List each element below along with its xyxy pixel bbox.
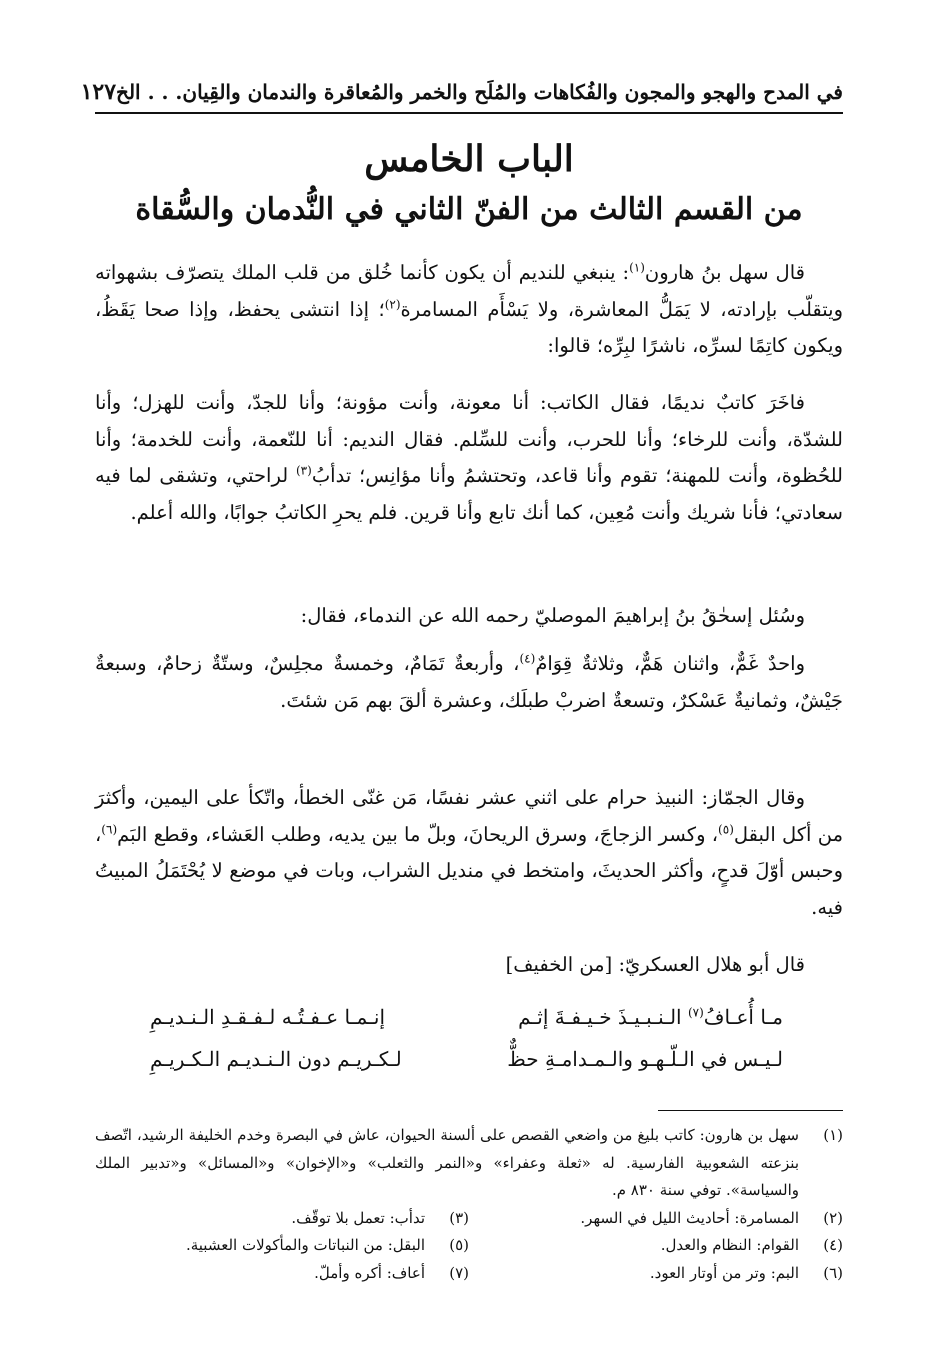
footnote-ref-5[interactable]: (٥)	[718, 822, 734, 836]
footnote-ref-4[interactable]: (٤)	[519, 651, 536, 666]
verse-1-first-hemistich: مـا أُعـافُ$^{(٧)}$ الـنـبـيـذَ خـيـفـةَ إثـم	[518, 1005, 783, 1029]
footnote-ref-1[interactable]: (١)	[629, 260, 645, 275]
footnote-6: (٦) البم: وتر من أوتار العود.	[649, 1263, 843, 1282]
poem-verse-2	[150, 1038, 783, 1080]
footnote-ref-3[interactable]: (٣)	[295, 463, 312, 478]
footnote-row	[95, 1232, 843, 1260]
poem-verse-1	[150, 996, 783, 1038]
footnote-ref-7[interactable]: (٧)	[687, 1005, 704, 1020]
verse-2-second-hemistich: لـكـريـم دون الـنـديـم الـكـريـمِ	[150, 1047, 402, 1071]
verse-2-first-hemistich: لـيـس في الـلّـهـو والـمـدامـةِ حظٌّ	[507, 1047, 783, 1071]
chapter-title: الباب الخامس	[364, 138, 574, 180]
paragraph-1: قال سهل بنُ هارون$^{(١)}$: ينبغي للنديم أن يكون كأنما خُلق من قلب الملك يتصرّف بشهواته ويتقلّب بإرادته، لا يَمَلُّ المعاشرة، ولا يَسْأَم المسامرة$^{(٢)}$؛ إذا انتشى يحفظ، وإذا صحا يَقَظُ، ويكون كاتِمًا لسرِّه، ناشرًا لبِرِّه؛ قالوا:	[95, 260, 844, 357]
footnote-rule	[658, 1110, 843, 1111]
paragraph-5: وقال الجمّاز: النبيذ حرام على اثني عشر نفسًا، مَن غنّى الخطأ، واتّكأ على اليمين، وأكثرَ من أكل البقل$^{(٥)}$، وكسر الزجاجَ، وسرق الريحانَ، وبلّ ما بين يديه، وطلب العَشاء، وقطع البَم$^{(٦)}$، وحبس أوّلَ قدحٍ، وأكثر الحديثَ، وامتخط في منديل الشراب، وبات في موضع لا يُحْتَمَلُ المبيتُ فيه.	[95, 786, 844, 919]
poem	[150, 996, 783, 1080]
paragraph-2: فاخَرَ كاتبٌ نديمًا، فقال الكاتب: أنا معونة، وأنت مؤونة؛ وأنا للجدّ، وأنت للهزل؛ وأنا للشدّة، وأنت للرخاء؛ وأنا للحرب، وأنت للسِّلم. فقال النديم: أنا للنّعمة، وأنت للخدمة؛ وأنا للحُظوة، وأنت للمهنة؛ تقوم وأنا قاعد، وتحتشمُ وأنا مؤانِس؛ تدأبُ$^{(٣)}$ لراحتي، وتشقى لما فيه سعادتي؛ فأنا شريك وأنت مُعِين، كما أنك تابع وأنا قرين. فلم يحرِ الكاتبُ جوابًا، والله أعلم.	[95, 391, 843, 524]
running-title: في المدح والهجو والمجون والفُكاهات والمُلَح والخمر والمُعاقرة والندمان والقِيان. . . الخ	[116, 80, 843, 104]
verse-1-second-hemistich: إنـمـا عـفـتُـه لـفـقـدِ الـنـديـمِ	[150, 1005, 385, 1029]
header-rule	[95, 112, 843, 114]
paragraph-4: واحدٌ غَمٌّ، واثنان هَمٌّ، وثلاثةٌ قِوَامٌ$^{(٤)}$، وأربعةٌ تَمَامٌ، وخمسةٌ مجلِسٌ، وستّةٌ زحامٌ، وسبعةٌ جَيْشٌ، وثمانيةٌ عَسْكرٌ، وتسعةٌ اضربْ طبلَك، وعشرة ألقَ بهم مَن شئتَ.	[95, 651, 843, 712]
footnote-ref-6[interactable]: (٦)	[101, 822, 118, 836]
footnote-2: (٢) المسامرة: أحاديث الليل في السهر.	[580, 1208, 843, 1227]
footnote-5: (٥) البقل: من النباتات والمأكولات العشبية.	[185, 1236, 469, 1254]
paragraph-3: وسُئل إسحٰقُ بنُ إبراهيمَ الموصليّ رحمه الله عن الندماء، فقال:	[300, 604, 805, 627]
footnote-3: (٣) تدأب: تعمل بلا توقّف.	[291, 1208, 469, 1227]
running-header	[80, 74, 843, 110]
paragraph-6: قال أبو هلال العسكريّ: [من الخفيف]	[505, 953, 805, 976]
footnote-7: (٧) أعاف: أكره وأملّ.	[314, 1263, 469, 1282]
footnotes	[95, 1122, 843, 1287]
section-title: من القسم الثالث من الفنّ الثاني في النُّدمان والسُّقاة	[135, 192, 803, 227]
footnote-row	[95, 1260, 843, 1288]
page-number: ١٢٧	[80, 79, 117, 105]
footnote-ref-2[interactable]: (٢)	[384, 297, 401, 311]
footnote-row	[95, 1205, 843, 1233]
footnote-1: (١) سهل بن هارون: كاتب بليغ من واضعي القصص على ألسنة الحيوان، عاش في البصرة وخدم الخليفة الرشيد، اتّصف بنزعته الشعوبية الفارسية. له «ثعلة وعفراء» و«النمر والثعلب» و«الإخوان» و«المسائل» و«تدبير الملك والسياسة». توفي سنة ٨٣٠ م.	[95, 1126, 843, 1199]
footnote-4: (٤) القوام: النظام والعدل.	[660, 1236, 843, 1254]
